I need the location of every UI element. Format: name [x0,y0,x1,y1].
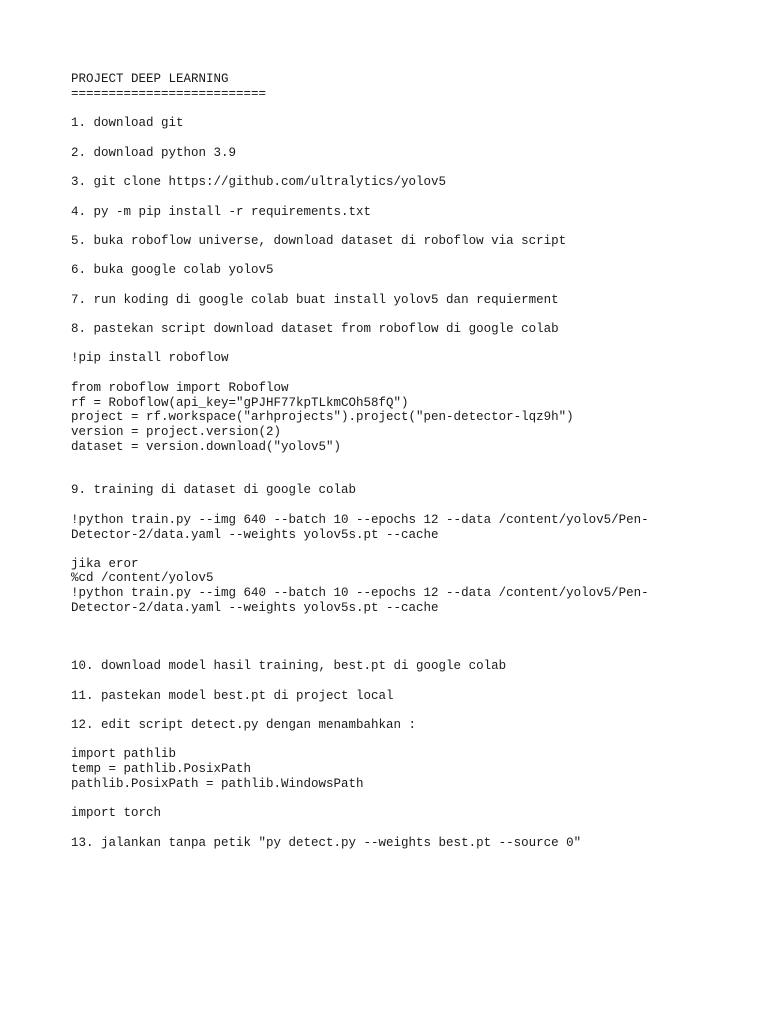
error-label: jika eror [71,557,139,571]
step-13: 13. jalankan tanpa petik "py detect.py --weights best.pt --source 0" [71,836,582,850]
step-10: 10. download model hasil training, best.pt di google colab [71,659,507,673]
code-import-torch: import torch [71,806,162,820]
code-temp-assign: temp = pathlib.PosixPath [71,762,252,776]
document-title: PROJECT DEEP LEARNING [71,72,229,86]
step-6: 6. buka google colab yolov5 [71,263,274,277]
code-train2-line-2: Detector-2/data.yaml --weights yolov5s.pt --cache [71,601,439,615]
code-train-line-2: Detector-2/data.yaml --weights yolov5s.pt --cache [71,528,439,542]
step-2: 2. download python 3.9 [71,146,237,160]
code-roboflow-version: version = project.version(2) [71,425,282,439]
code-train-line-1: !python train.py --img 640 --batch 10 --epochs 12 --data /content/yolov5/Pen- [71,513,649,527]
step-11: 11. pastekan model best.pt di project local [71,689,394,703]
code-roboflow-rf: rf = Roboflow(api_key="gPJHF77kpTLkmCOh58fQ") [71,396,409,410]
code-cd-command: %cd /content/yolov5 [71,571,214,585]
code-posix-assign: pathlib.PosixPath = pathlib.WindowsPath [71,777,364,791]
code-roboflow-import: from roboflow import Roboflow [71,381,289,395]
step-4: 4. py -m pip install -r requirements.txt [71,205,372,219]
code-import-pathlib: import pathlib [71,747,177,761]
step-1: 1. download git [71,116,184,130]
title-underline: ========================== [71,87,267,101]
step-5: 5. buka roboflow universe, download dataset di roboflow via script [71,234,567,248]
step-7: 7. run koding di google colab buat install yolov5 dan requierment [71,293,559,307]
code-roboflow-dataset: dataset = version.download("yolov5") [71,440,342,454]
code-train2-line-1: !python train.py --img 640 --batch 10 --epochs 12 --data /content/yolov5/Pen- [71,586,649,600]
step-8: 8. pastekan script download dataset from roboflow di google colab [71,322,559,336]
code-roboflow-project: project = rf.workspace("arhprojects").project("pen-detector-lqz9h") [71,410,574,424]
step-12: 12. edit script detect.py dengan menambahkan : [71,718,417,732]
step-9: 9. training di dataset di google colab [71,483,357,497]
code-pip-install: !pip install roboflow [71,351,229,365]
step-3: 3. git clone https://github.com/ultralytics/yolov5 [71,175,447,189]
